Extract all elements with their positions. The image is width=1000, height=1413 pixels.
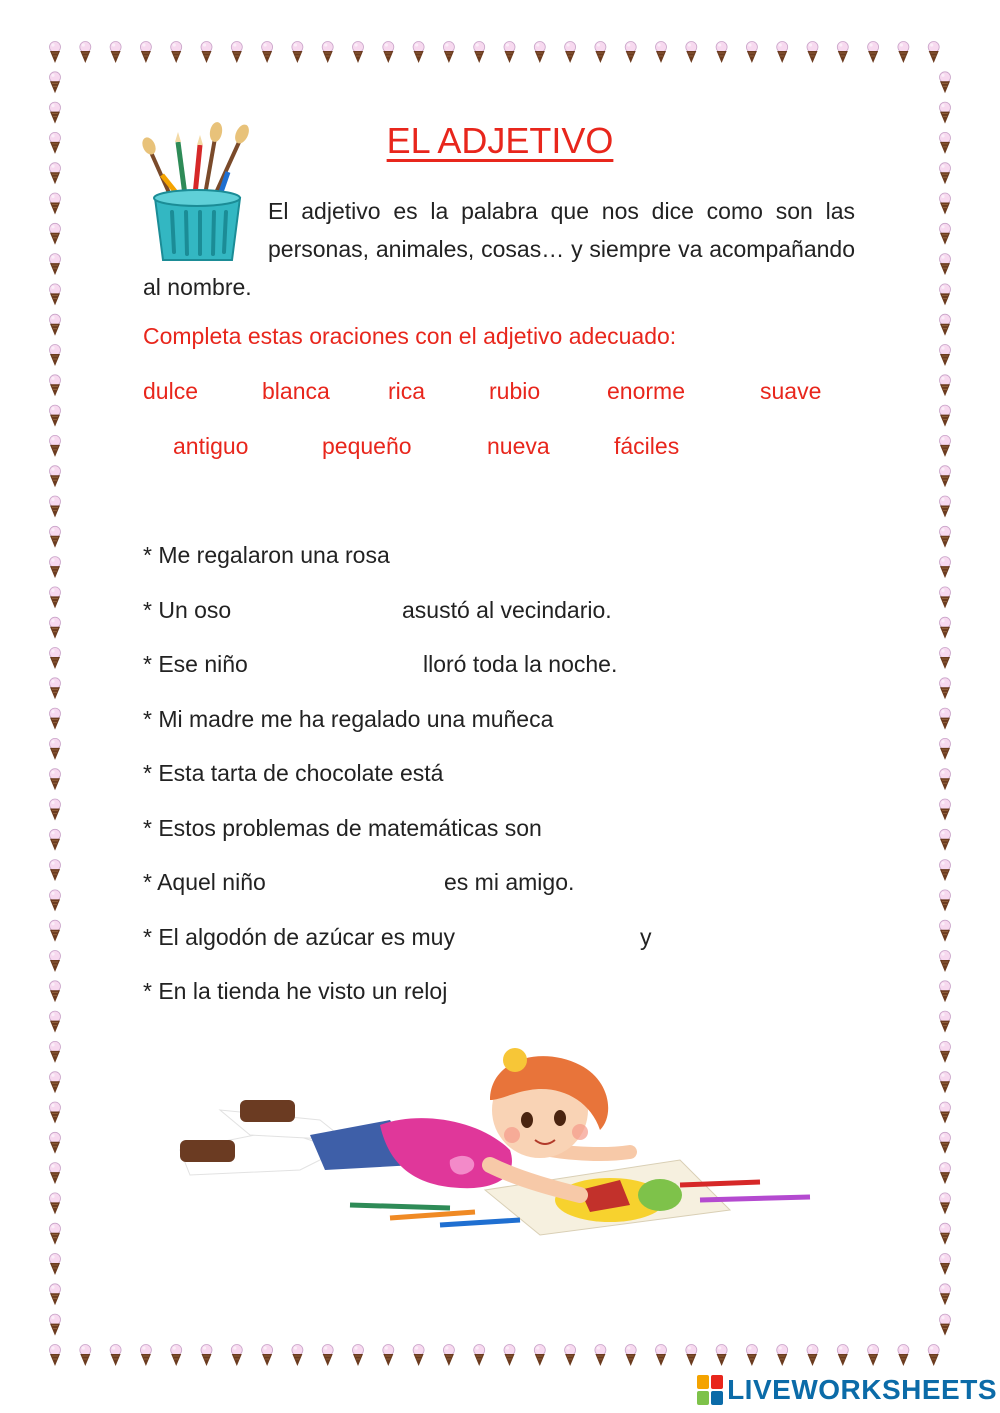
ice-cream-cone-icon bbox=[940, 920, 951, 942]
ice-cream-cone-icon bbox=[50, 557, 61, 579]
ice-cream-cone-icon bbox=[940, 405, 951, 427]
ice-cream-cone-icon bbox=[50, 496, 61, 518]
ice-cream-cone-icon bbox=[50, 678, 61, 700]
ice-cream-cone-icon bbox=[940, 284, 951, 306]
ice-cream-cone-icon bbox=[50, 42, 61, 64]
intro-text: El adjetivo es la palabra que nos dice como son las personas, animales, cosas… y siempre va acompañando al nombre. bbox=[143, 198, 855, 300]
ice-cream-cone-icon bbox=[50, 799, 61, 821]
sentence-2-ending: asustó al vecindario. bbox=[402, 597, 612, 623]
ice-cream-cone-icon bbox=[898, 42, 909, 64]
ice-cream-cone-icon bbox=[940, 648, 951, 670]
ice-cream-cone-icon bbox=[50, 648, 61, 670]
ice-cream-cone-icon bbox=[625, 42, 636, 64]
ice-cream-cone-icon bbox=[686, 1345, 697, 1367]
ice-cream-cone-icon bbox=[383, 42, 394, 64]
ice-cream-cone-icon bbox=[940, 223, 951, 245]
ice-cream-cone-icon bbox=[292, 1345, 303, 1367]
sentence-1: * Me regalaron una rosa bbox=[143, 542, 390, 568]
word-bank-item: pequeño bbox=[322, 433, 412, 459]
ice-cream-cone-icon bbox=[940, 1041, 951, 1063]
ice-cream-cone-icon bbox=[50, 1132, 61, 1154]
word-bank-item: rica bbox=[388, 378, 426, 404]
ice-cream-cone-icon bbox=[50, 375, 61, 397]
ice-cream-cone-icon bbox=[928, 42, 939, 64]
ice-cream-cone-icon bbox=[322, 1345, 333, 1367]
ice-cream-cone-icon bbox=[940, 678, 951, 700]
ice-cream-cone-icon bbox=[50, 920, 61, 942]
ice-cream-cone-icon bbox=[50, 890, 61, 912]
ice-cream-cone-icon bbox=[898, 1345, 909, 1367]
ice-cream-cone-icon bbox=[50, 526, 61, 548]
ice-cream-cone-icon bbox=[940, 1193, 951, 1215]
sentence-7: * Aquel niño bbox=[143, 869, 266, 895]
word-bank-item: rubio bbox=[489, 378, 541, 404]
ice-cream-cone-icon bbox=[940, 587, 951, 609]
ice-cream-cone-icon bbox=[262, 1345, 273, 1367]
ice-cream-cone-icon bbox=[50, 1345, 61, 1367]
ice-cream-cone-icon bbox=[940, 1011, 951, 1033]
word-bank-item: blanca bbox=[262, 378, 330, 404]
ice-cream-cone-icon bbox=[940, 193, 951, 215]
ice-cream-cone-icon bbox=[50, 466, 61, 488]
ice-cream-cone-icon bbox=[50, 738, 61, 760]
ice-cream-cone-icon bbox=[171, 1345, 182, 1367]
ice-cream-cone-icon bbox=[746, 1345, 757, 1367]
ice-cream-cone-icon bbox=[940, 769, 951, 791]
ice-cream-cone-icon bbox=[595, 42, 606, 64]
liveworksheets-brand: LIVEWORKSHEETS bbox=[727, 1374, 997, 1405]
ice-cream-cone-icon bbox=[171, 42, 182, 64]
ice-cream-cone-icon bbox=[940, 1314, 951, 1336]
sentence-4: * Mi madre me ha regalado una muñeca bbox=[143, 706, 554, 732]
sentence-3: * Ese niño bbox=[143, 651, 248, 677]
ice-cream-cone-icon bbox=[231, 1345, 242, 1367]
ice-cream-cone-icon bbox=[50, 435, 61, 457]
ice-cream-cone-icon bbox=[807, 1345, 818, 1367]
ice-cream-cone-icon bbox=[50, 860, 61, 882]
ice-cream-cone-icon bbox=[504, 1345, 515, 1367]
ice-cream-cone-icon bbox=[50, 1314, 61, 1336]
ice-cream-cone-icon bbox=[443, 42, 454, 64]
ice-cream-cone-icon bbox=[716, 1345, 727, 1367]
ice-cream-cone-icon bbox=[940, 981, 951, 1003]
ice-cream-cone-icon bbox=[940, 254, 951, 276]
ice-cream-cone-icon bbox=[50, 405, 61, 427]
ice-cream-cone-icon bbox=[940, 890, 951, 912]
ice-cream-cone-icon bbox=[50, 163, 61, 185]
ice-cream-cone-icon bbox=[686, 42, 697, 64]
ice-cream-cone-icon bbox=[940, 829, 951, 851]
ice-cream-cone-icon bbox=[928, 1345, 939, 1367]
ice-cream-cone-icon bbox=[940, 1254, 951, 1276]
ice-cream-cone-icon bbox=[940, 1284, 951, 1306]
ice-cream-cone-icon bbox=[80, 42, 91, 64]
girl-drawing-illustration bbox=[160, 1040, 840, 1260]
word-bank-item: enorme bbox=[607, 378, 685, 404]
sentence-2: * Un oso bbox=[143, 597, 232, 623]
ice-cream-cone-icon bbox=[50, 1223, 61, 1245]
ice-cream-cone-icon bbox=[50, 345, 61, 367]
ice-cream-cone-icon bbox=[940, 1163, 951, 1185]
ice-cream-cone-icon bbox=[940, 375, 951, 397]
ice-cream-cone-icon bbox=[807, 42, 818, 64]
ice-cream-cone-icon bbox=[940, 860, 951, 882]
ice-cream-cone-icon bbox=[50, 1072, 61, 1094]
ice-cream-cone-icon bbox=[625, 1345, 636, 1367]
word-bank-item: nueva bbox=[487, 433, 550, 459]
ice-cream-cone-icon bbox=[656, 42, 667, 64]
ice-cream-cone-icon bbox=[50, 1254, 61, 1276]
ice-cream-cone-icon bbox=[940, 1072, 951, 1094]
sentence-7-ending: es mi amigo. bbox=[444, 869, 575, 895]
ice-cream-cone-icon bbox=[868, 1345, 879, 1367]
liveworksheets-logo bbox=[697, 1373, 997, 1407]
liveworksheets-mark-icon bbox=[697, 1375, 723, 1405]
ice-cream-cone-icon bbox=[50, 829, 61, 851]
sentence-8: * El algodón de azúcar es muy bbox=[143, 924, 455, 950]
ice-cream-cone-icon bbox=[50, 193, 61, 215]
ice-cream-cone-icon bbox=[50, 587, 61, 609]
ice-cream-cone-icon bbox=[353, 42, 364, 64]
ice-cream-cone-icon bbox=[474, 42, 485, 64]
ice-cream-cone-icon bbox=[940, 345, 951, 367]
ice-cream-cone-icon bbox=[50, 254, 61, 276]
ice-cream-cone-icon bbox=[50, 981, 61, 1003]
page-title: EL ADJETIVO bbox=[386, 120, 614, 161]
ice-cream-cone-icon bbox=[940, 738, 951, 760]
ice-cream-cone-icon bbox=[837, 1345, 848, 1367]
ice-cream-cone-icon bbox=[50, 1163, 61, 1185]
ice-cream-cone-icon bbox=[140, 42, 151, 64]
ice-cream-cone-icon bbox=[50, 1041, 61, 1063]
ice-cream-cone-icon bbox=[534, 42, 545, 64]
ice-cream-cone-icon bbox=[413, 42, 424, 64]
ice-cream-cone-icon bbox=[231, 42, 242, 64]
ice-cream-cone-icon bbox=[201, 1345, 212, 1367]
ice-cream-cone-icon bbox=[777, 1345, 788, 1367]
ice-cream-cone-icon bbox=[940, 466, 951, 488]
sentence-8-ending: y bbox=[640, 924, 652, 950]
ice-cream-cone-icon bbox=[322, 42, 333, 64]
ice-cream-cone-icon bbox=[595, 1345, 606, 1367]
instruction-text: Completa estas oraciones con el adjetivo adecuado: bbox=[143, 323, 677, 349]
ice-cream-cone-icon bbox=[50, 284, 61, 306]
word-bank-item: fáciles bbox=[614, 433, 680, 459]
ice-cream-cone-icon bbox=[940, 496, 951, 518]
word-bank-item: antiguo bbox=[173, 433, 249, 459]
sentence-3-ending: lloró toda la noche. bbox=[423, 651, 618, 677]
ice-cream-cone-icon bbox=[940, 1102, 951, 1124]
ice-cream-cone-icon bbox=[50, 1011, 61, 1033]
ice-cream-cone-icon bbox=[716, 42, 727, 64]
ice-cream-cone-icon bbox=[565, 1345, 576, 1367]
sentence-5: * Esta tarta de chocolate está bbox=[143, 760, 444, 786]
ice-cream-cone-icon bbox=[940, 557, 951, 579]
ice-cream-cone-icon bbox=[140, 1345, 151, 1367]
ice-cream-cone-icon bbox=[50, 223, 61, 245]
ice-cream-cone-icon bbox=[940, 617, 951, 639]
ice-cream-cone-icon bbox=[940, 799, 951, 821]
ice-cream-cone-icon bbox=[201, 42, 212, 64]
ice-cream-cone-icon bbox=[292, 42, 303, 64]
ice-cream-cone-icon bbox=[443, 1345, 454, 1367]
ice-cream-cone-icon bbox=[50, 1193, 61, 1215]
ice-cream-cone-icon bbox=[80, 1345, 91, 1367]
ice-cream-cone-icon bbox=[940, 314, 951, 336]
ice-cream-cone-icon bbox=[940, 526, 951, 548]
intro-paragraph bbox=[143, 192, 855, 306]
ice-cream-cone-icon bbox=[50, 72, 61, 94]
ice-cream-cone-icon bbox=[50, 951, 61, 973]
ice-cream-cone-icon bbox=[110, 1345, 121, 1367]
ice-cream-cone-icon bbox=[50, 617, 61, 639]
ice-cream-cone-icon bbox=[50, 708, 61, 730]
ice-cream-cone-icon bbox=[50, 1284, 61, 1306]
ice-cream-cone-icon bbox=[940, 708, 951, 730]
ice-cream-cone-icon bbox=[353, 1345, 364, 1367]
ice-cream-cone-icon bbox=[777, 42, 788, 64]
ice-cream-cone-icon bbox=[940, 1223, 951, 1245]
ice-cream-cone-icon bbox=[868, 42, 879, 64]
ice-cream-cone-icon bbox=[110, 42, 121, 64]
sentence-9: * En la tienda he visto un reloj bbox=[143, 978, 448, 1004]
ice-cream-cone-icon bbox=[837, 42, 848, 64]
ice-cream-cone-icon bbox=[383, 1345, 394, 1367]
ice-cream-cone-icon bbox=[50, 314, 61, 336]
ice-cream-cone-icon bbox=[262, 42, 273, 64]
word-bank-item: dulce bbox=[143, 378, 198, 404]
ice-cream-cone-icon bbox=[940, 951, 951, 973]
ice-cream-cone-icon bbox=[474, 1345, 485, 1367]
word-bank-item: suave bbox=[760, 378, 822, 404]
ice-cream-cone-icon bbox=[504, 42, 515, 64]
sentence-6: * Estos problemas de matemáticas son bbox=[143, 815, 542, 841]
ice-cream-cone-icon bbox=[656, 1345, 667, 1367]
ice-cream-cone-icon bbox=[940, 435, 951, 457]
ice-cream-cone-icon bbox=[940, 163, 951, 185]
ice-cream-cone-icon bbox=[940, 1132, 951, 1154]
ice-cream-cone-icon bbox=[565, 42, 576, 64]
ice-cream-cone-icon bbox=[413, 1345, 424, 1367]
ice-cream-cone-icon bbox=[534, 1345, 545, 1367]
ice-cream-cone-icon bbox=[50, 1102, 61, 1124]
ice-cream-cone-icon bbox=[746, 42, 757, 64]
ice-cream-cone-icon bbox=[940, 72, 951, 94]
ice-cream-cone-icon bbox=[50, 769, 61, 791]
